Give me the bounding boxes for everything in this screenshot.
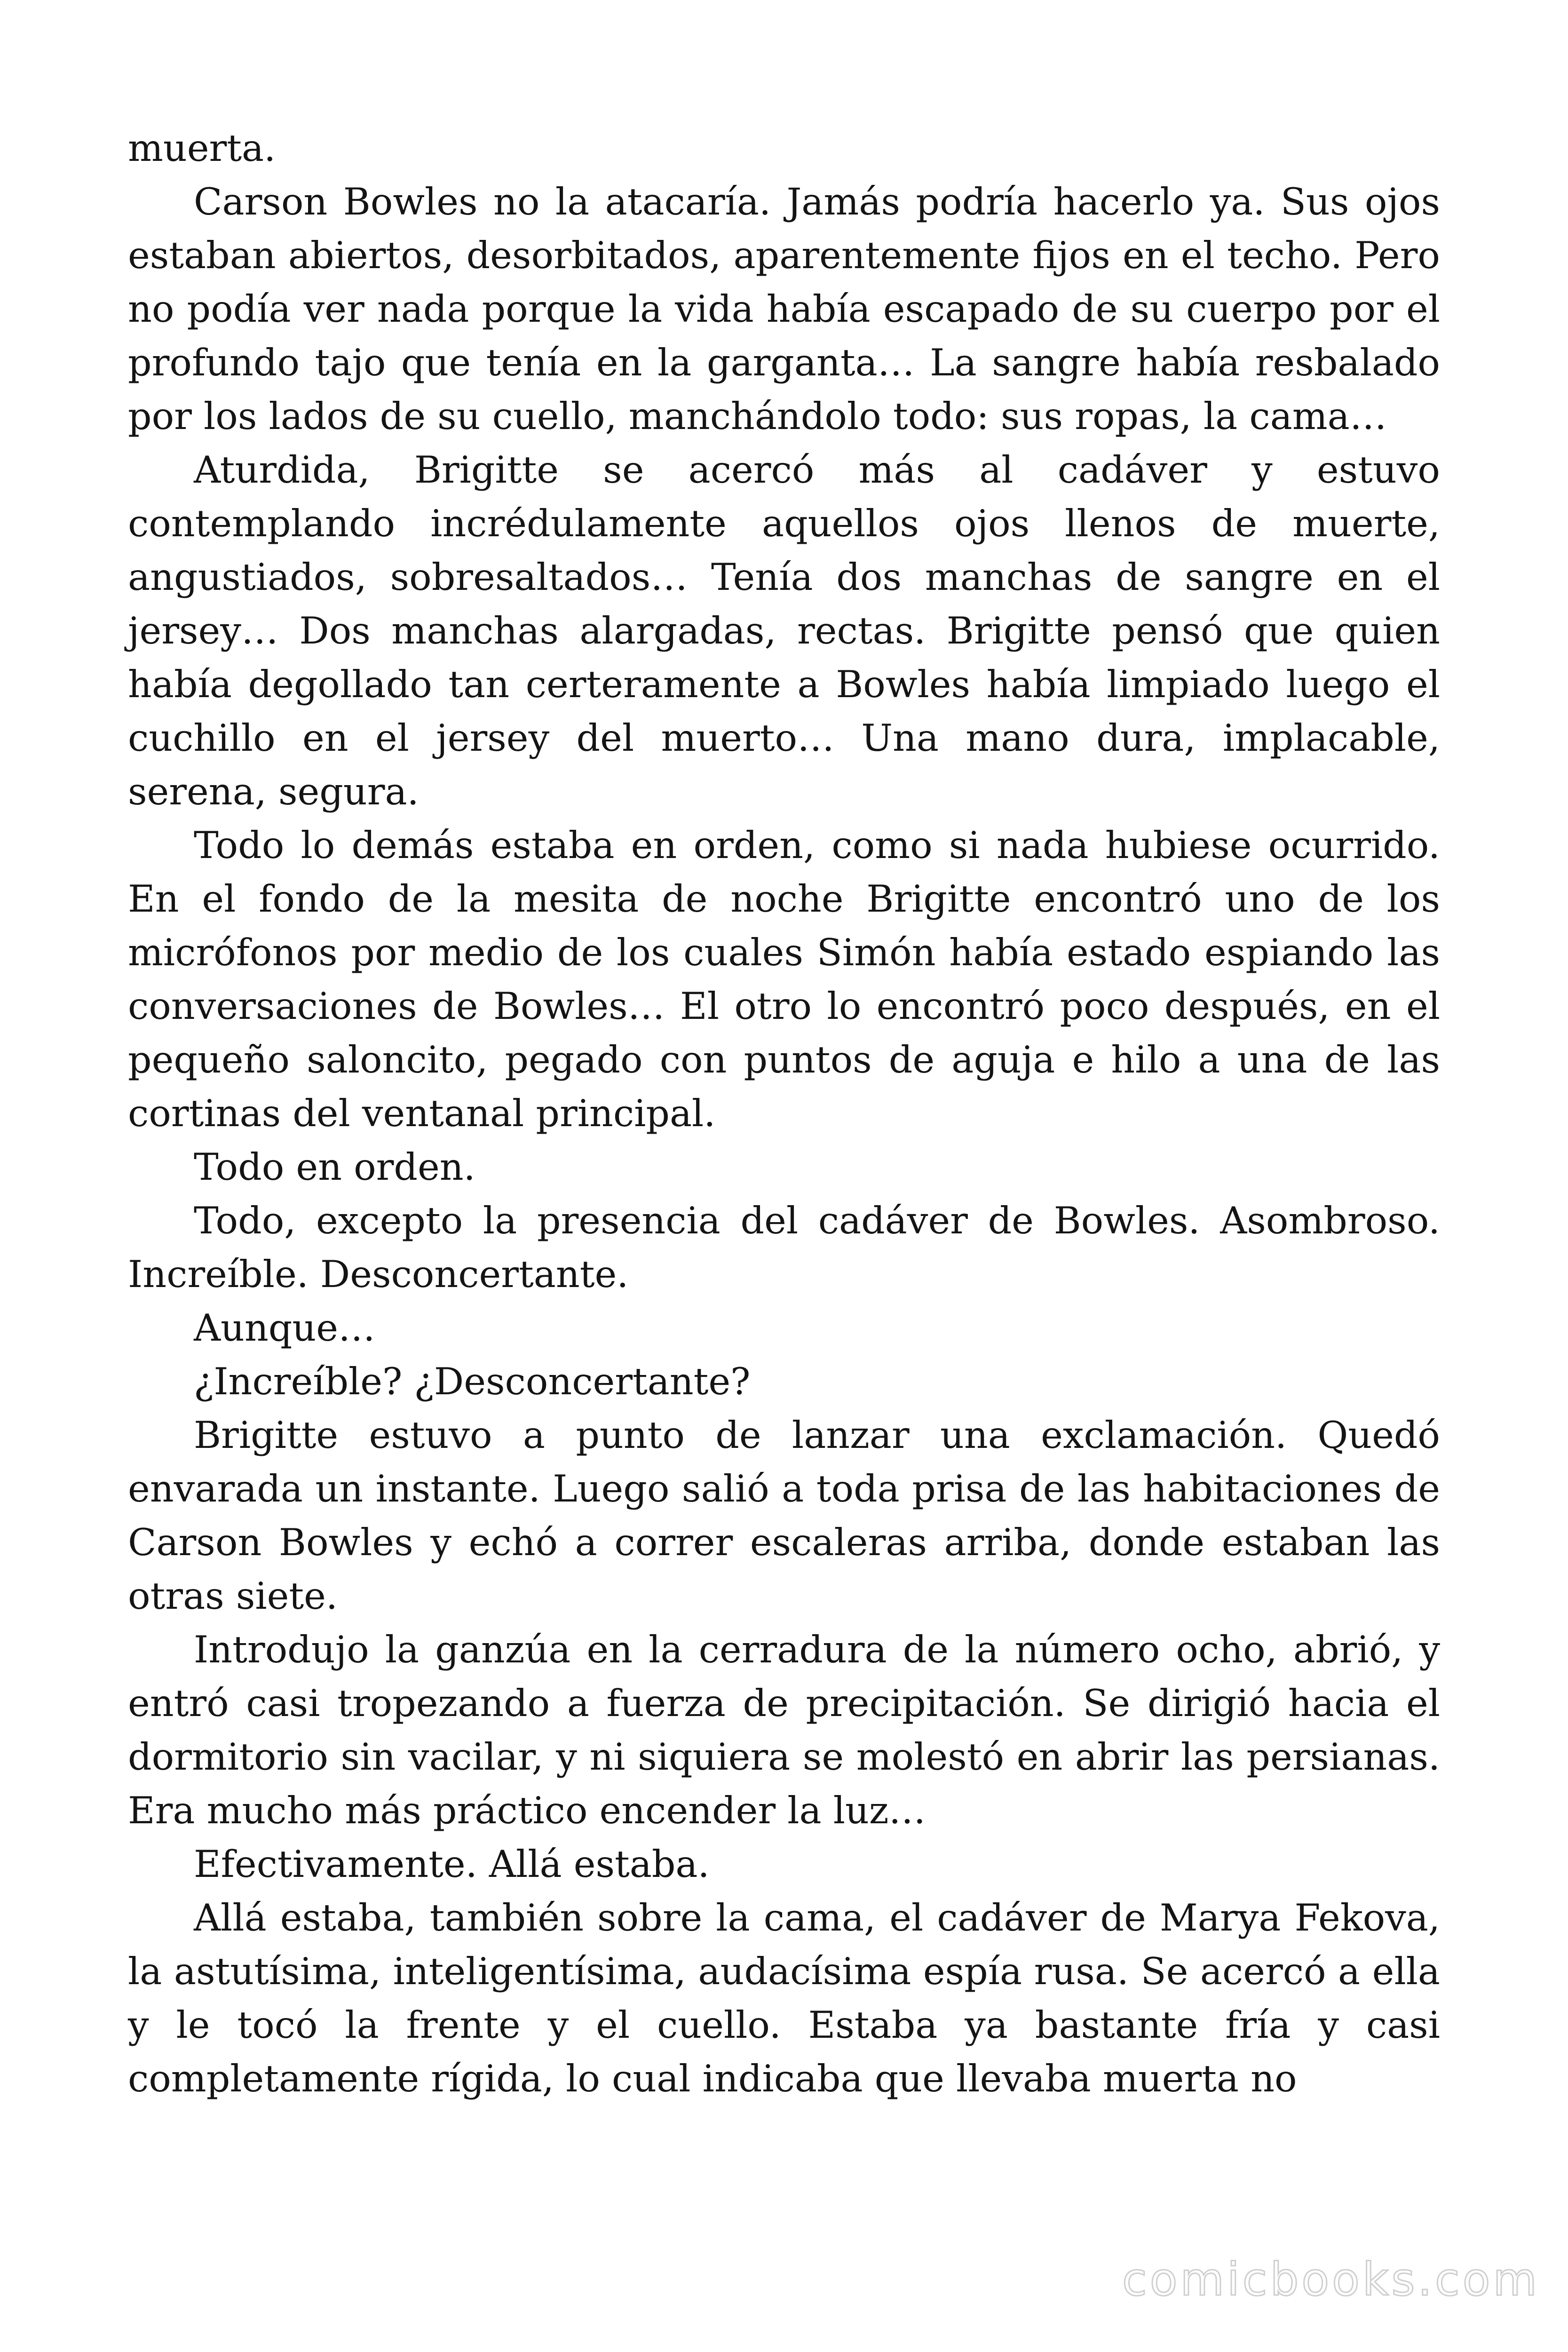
paragraph: Todo lo demás estaba en orden, como si nada hubiese ocurrido. En el fondo de la mesita de noche Brigitte encontró uno de los micrófonos por medio de los cuales Simón había estado espiando las conversaciones de Bowles… El otro lo encontró poco después, en el pequeño saloncito, pegado con puntos de aguja e hilo a una de las cortinas del ventanal principal. [128,824,1440,1135]
paragraph: Aturdida, Brigitte se acercó más al cadáver y estuvo contemplando incrédulamente aquellos ojos llenos de muerte, angustiados, sobresaltados… Tenía dos manchas de sangre en el jersey… Dos manchas alargadas, rectas. Brigitte pensó que quien había degollado tan certeramente a Bowles había limpiado luego el cuchillo en el jersey del muerto… Una mano dura, implacable, serena, segura. [128,448,1440,813]
page-text [128,121,1440,2106]
paragraph: Brigitte estuvo a punto de lanzar una exclamación. Quedó envarada un instante. Luego salió a toda prisa de las habitaciones de Carson Bowles y echó a correr escaleras arriba, donde estaban las otras siete. [128,1414,1440,1618]
paragraph: ¿Increíble? ¿Desconcertante? [194,1360,751,1403]
paragraph: Carson Bowles no la atacaría. Jamás podría hacerlo ya. Sus ojos estaban abiertos, desorbitados, aparentemente fijos en el techo. Pero no podía ver nada porque la vida había escapado de su cuerpo por el profundo tajo que tenía en la garganta… La sangre había resbalado por los lados de su cuello, manchándolo todo: sus ropas, la cama… [128,180,1440,438]
paragraph: Allá estaba, también sobre la cama, el cadáver de Marya Fekova, la astutísima, inteligentísima, audacísima espía rusa. Se acercó a ella y le tocó la frente y el cuello. Estaba ya bastante fría y casi completamente rígida, lo cual indicaba que llevaba muerta no [128,1896,1440,2100]
paragraph: Todo, excepto la presencia del cadáver de Bowles. Asombroso. Increíble. Desconcertante. [128,1199,1440,1296]
paragraph: Aunque… [194,1306,376,1350]
paragraph: Introdujo la ganzúa en la cerradura de la número ocho, abrió, y entró casi tropezando a fuerza de precipitación. Se dirigió hacia el dormitorio sin vacilar, y ni siquiera se molestó en abrir las persianas. Era mucho más práctico encender la luz… [128,1628,1440,1832]
paragraph: Todo en orden. [194,1145,475,1189]
watermark: comicbooks.com [1122,2253,1540,2306]
paragraph: muerta. [128,127,276,170]
paragraph: Efectivamente. Allá estaba. [194,1843,710,1886]
